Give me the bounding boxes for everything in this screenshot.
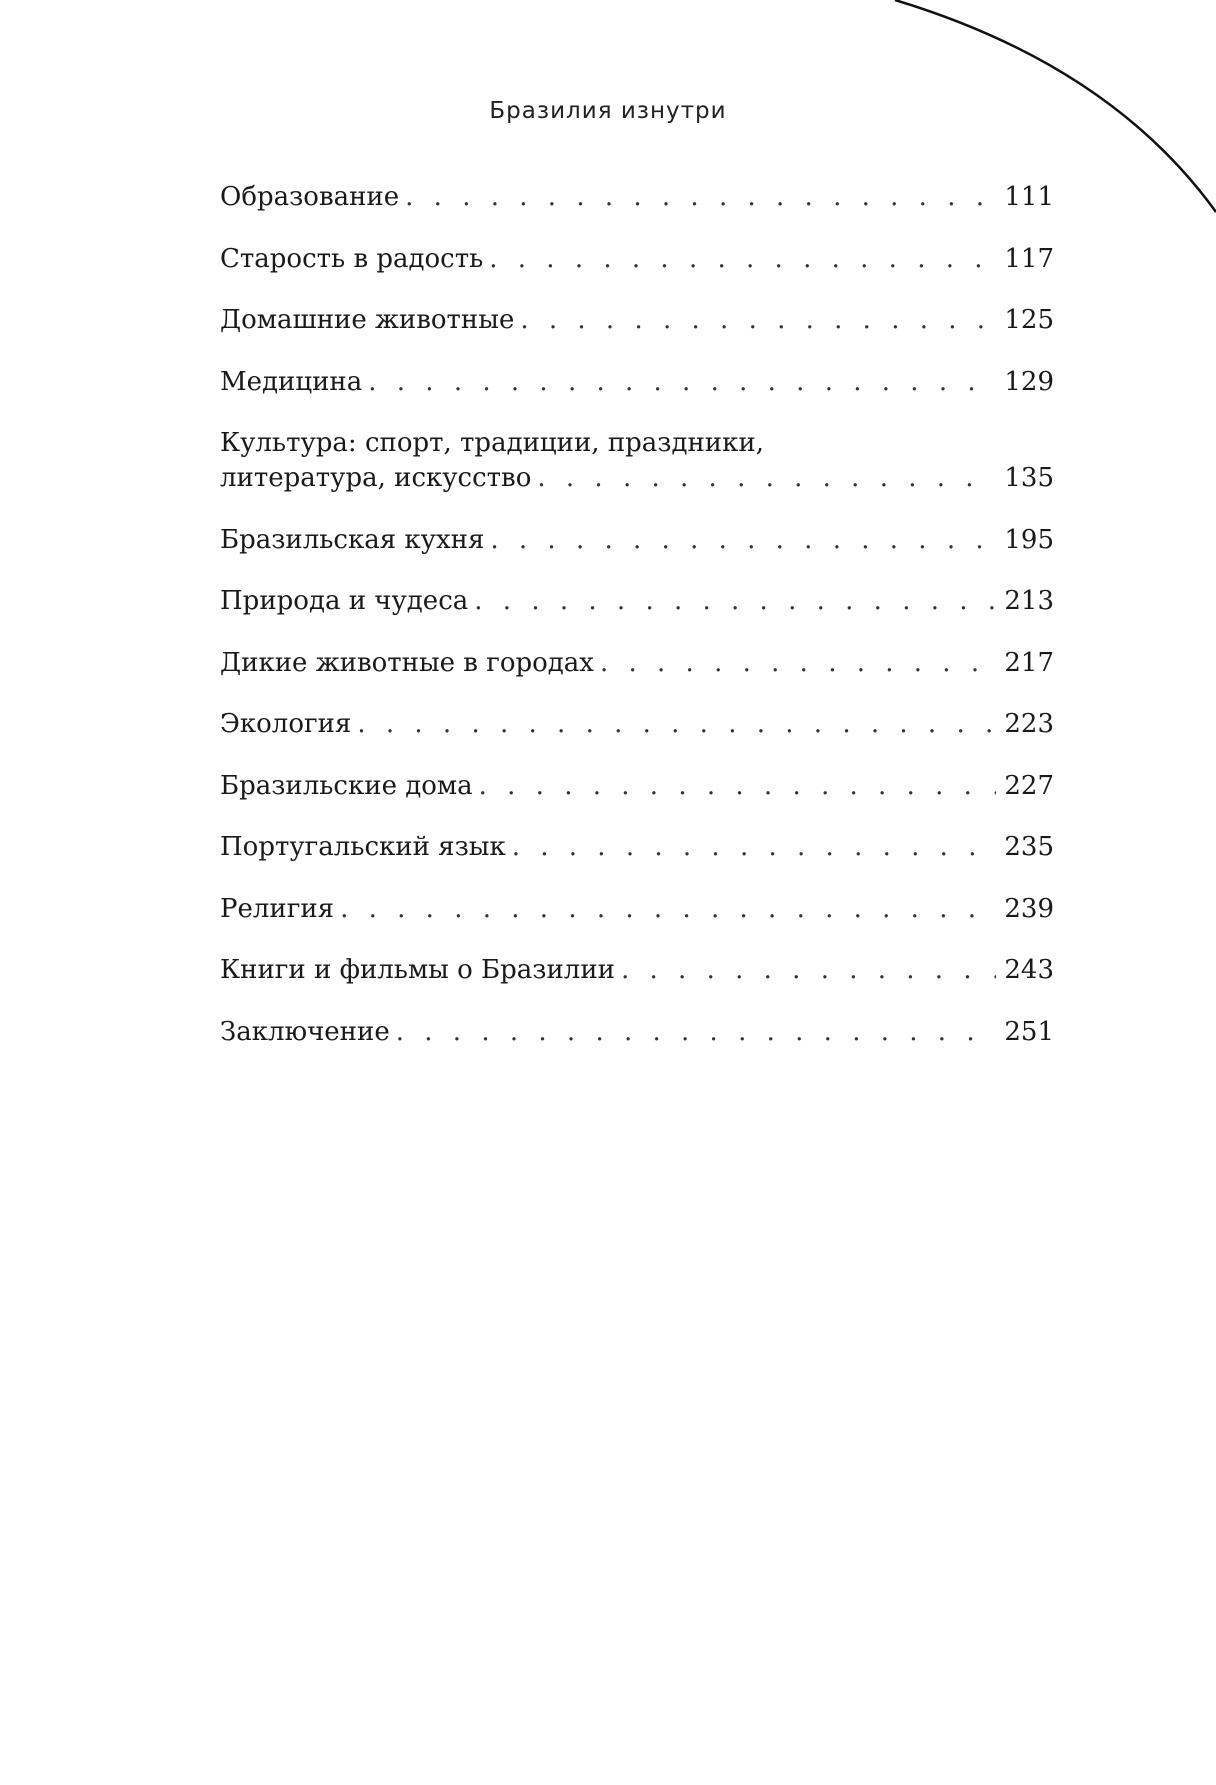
toc-entry-title-last-line (220, 830, 1054, 865)
toc-entry-page-number: 227 (1004, 770, 1054, 801)
dot-leader (621, 953, 996, 988)
toc-entry-title (220, 707, 1054, 742)
table-of-contents (220, 180, 1054, 1076)
toc-entry-title (220, 769, 1054, 804)
toc-entry[interactable] (220, 584, 1054, 619)
toc-entry-title-last-line (220, 242, 1054, 277)
toc-entry-title-text: Бразильская кухня (220, 524, 485, 555)
toc-entry[interactable] (220, 523, 1054, 558)
dot-leader (600, 646, 996, 681)
toc-entry[interactable] (220, 303, 1054, 338)
toc-entry-page-number: 223 (1004, 709, 1054, 739)
dot-leader (474, 584, 996, 619)
toc-entry-title (220, 303, 1054, 338)
toc-entry[interactable] (220, 646, 1054, 681)
toc-entry-title (220, 892, 1054, 927)
toc-entry-title-last-line (220, 523, 1054, 558)
toc-entry-title (220, 365, 1054, 400)
dot-leader (490, 523, 996, 558)
toc-entry-page-number: 129 (1004, 366, 1054, 397)
toc-entry-title-text: Португальский язык (220, 832, 506, 862)
dot-leader (512, 830, 997, 865)
toc-entry-page-number: 195 (1004, 524, 1054, 555)
toc-entry-title-last-line (220, 1015, 1054, 1050)
toc-entry[interactable] (220, 953, 1054, 988)
toc-entry-page-number: 117 (1004, 243, 1054, 274)
toc-entry-title-last-line (220, 707, 1054, 742)
toc-entry-title (220, 830, 1054, 865)
toc-entry-page-number: 243 (1004, 955, 1054, 985)
toc-entry-title-text: Экология (220, 709, 352, 739)
toc-entry-title (220, 426, 1054, 496)
dot-leader (537, 461, 996, 496)
toc-entry-page-number: 235 (1004, 832, 1054, 862)
toc-entry[interactable] (220, 830, 1054, 865)
toc-entry-title-last-line (220, 584, 1054, 619)
toc-entry-title-text: Бразильские дома (220, 770, 473, 801)
toc-entry[interactable] (220, 242, 1054, 277)
toc-entry-title-last-line (220, 892, 1054, 927)
toc-entry-title-last-line (220, 180, 1054, 215)
toc-entry-title-last-line (220, 461, 1054, 496)
toc-entry-title (220, 646, 1054, 681)
toc-entry[interactable] (220, 1015, 1054, 1050)
toc-entry-title-text: Заключение (220, 1016, 390, 1047)
dot-leader (479, 769, 997, 804)
toc-entry[interactable] (220, 426, 1054, 496)
toc-entry[interactable] (220, 769, 1054, 804)
running-head: Бразилия изнутри (489, 98, 727, 124)
toc-entry-title-text: Религия (220, 893, 335, 924)
toc-entry-title-text: Медицина (220, 366, 363, 397)
toc-entry-title-text: Образование (220, 182, 400, 212)
dot-leader (340, 892, 996, 927)
dot-leader (396, 1015, 997, 1050)
toc-entry-page-number: 217 (1004, 647, 1054, 678)
toc-entry-title-last-line (220, 646, 1054, 681)
dot-leader (405, 180, 996, 215)
toc-entry-page-number: 251 (1004, 1016, 1054, 1047)
toc-entry-title-text: Книги и фильмы о Бразилии (220, 955, 615, 985)
toc-entry-title-text: Домашние животные (220, 305, 515, 335)
toc-entry-title-text: литература, искусство (220, 463, 532, 493)
toc-entry-title-last-line (220, 769, 1054, 804)
toc-entry[interactable] (220, 707, 1054, 742)
toc-entry-title (220, 1015, 1054, 1050)
toc-entry[interactable] (220, 180, 1054, 215)
toc-entry-title (220, 953, 1054, 988)
toc-entry-title (220, 180, 1054, 215)
toc-entry-title (220, 584, 1054, 619)
toc-entry-title-last-line (220, 303, 1054, 338)
toc-entry[interactable] (220, 892, 1054, 927)
dot-leader (520, 303, 996, 338)
toc-entry-title-line: Культура: спорт, традиции, праздники, (220, 428, 764, 458)
toc-entry-title-text: Природа и чудеса (220, 586, 469, 616)
toc-entry-page-number: 111 (1004, 182, 1054, 212)
toc-entry-title-last-line (220, 365, 1054, 400)
toc-entry-title-text: Старость в радость (220, 243, 484, 274)
toc-entry-title-text: Дикие животные в городах (220, 647, 594, 678)
dot-leader (489, 242, 996, 277)
dot-leader (368, 365, 996, 400)
toc-entry-page-number: 135 (1004, 463, 1054, 493)
toc-entry-page-number: 213 (1004, 586, 1054, 616)
toc-entry-title (220, 523, 1054, 558)
toc-entry-page-number: 239 (1004, 893, 1054, 924)
toc-entry-title (220, 242, 1054, 277)
toc-entry-title-last-line (220, 953, 1054, 988)
toc-entry-page-number: 125 (1004, 305, 1054, 335)
dot-leader (357, 707, 996, 742)
toc-entry[interactable] (220, 365, 1054, 400)
